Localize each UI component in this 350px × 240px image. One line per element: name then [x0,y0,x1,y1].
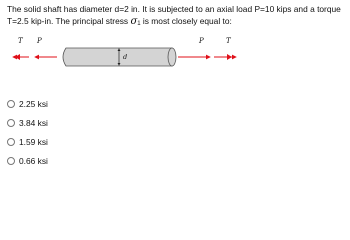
option-2[interactable] [7,113,48,132]
option-1-radio[interactable] [7,100,15,108]
answer-options [7,94,48,170]
option-2-radio[interactable] [7,119,15,127]
option-1[interactable] [7,94,48,113]
label-T-left: T [18,37,23,45]
option-3[interactable] [7,132,48,151]
label-T-right: T [226,37,231,45]
label-d: d [123,53,128,61]
sigma-symbol: σ [130,16,138,27]
question-text [7,3,347,30]
option-3-radio[interactable] [7,138,15,146]
question-text-part1: The solid shaft has diameter d=2 in. It is subjected to an axial load P=10 kips and a torque T=2.5 kip-in. The principal stress [7,4,341,26]
option-1-label: 2.25 ksi [19,98,48,109]
shaft-diagram [0,36,350,82]
option-2-label: 3.84 ksi [19,117,48,128]
torque-arrow-right [214,54,236,60]
option-3-label: 1.59 ksi [19,136,48,147]
torque-arrow-left [13,54,29,60]
option-4-radio[interactable] [7,157,15,165]
label-P-right: P [199,37,204,45]
sigma-subscript: 1 [137,21,141,27]
question-text-part2: is most closely equal to: [140,16,232,26]
option-4[interactable] [7,151,48,170]
label-P-left: P [37,37,42,45]
option-4-label: 0.66 ksi [19,155,48,166]
